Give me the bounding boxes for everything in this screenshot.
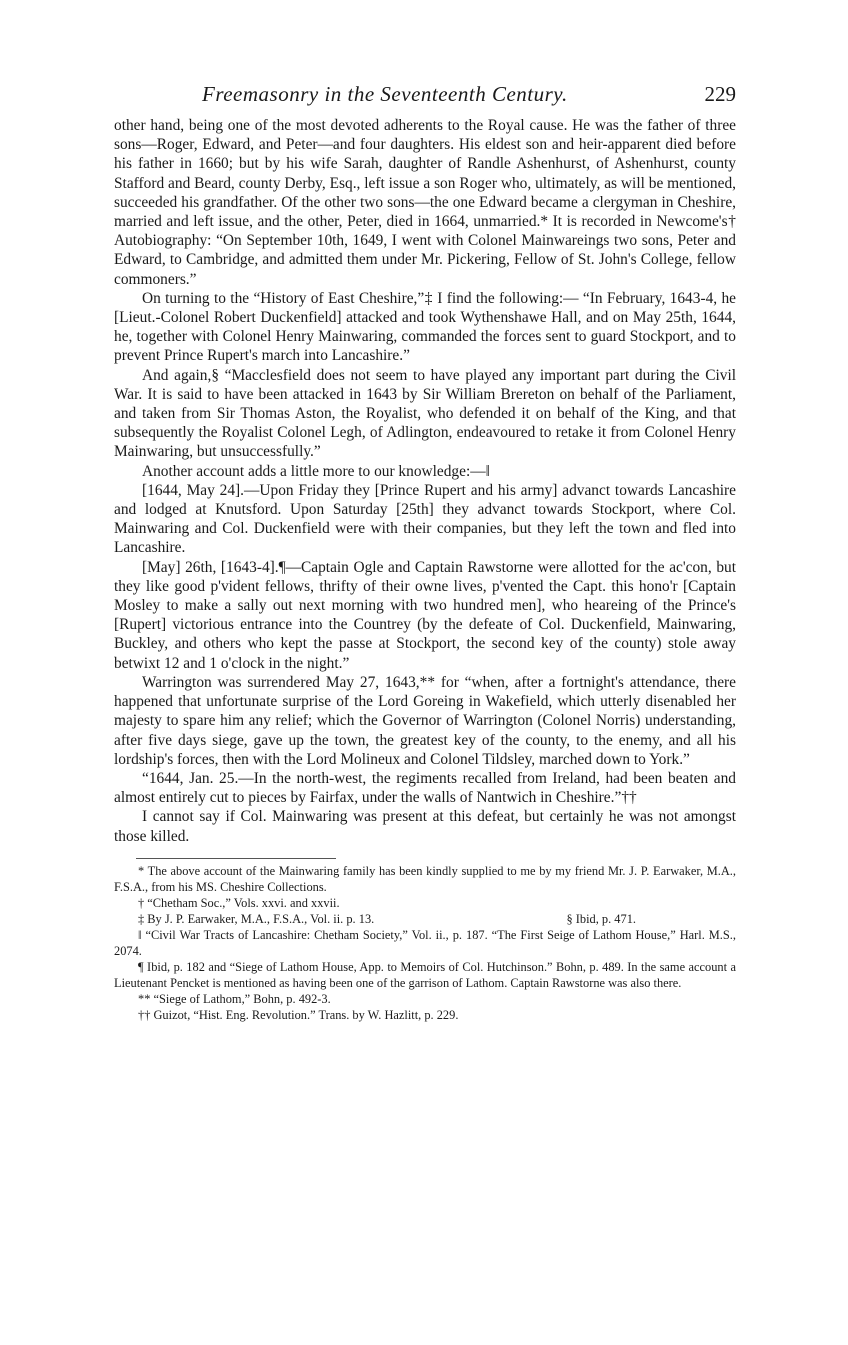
paragraph: And again,§ “Macclesfield does not seem to have played any important part during the Civil War. It is said to have been attacked in 1643 by Sir William Brereton on behalf of the Parliament, and taken from Sir Thomas Aston, the Royalist, who defended it on behalf of the King, and that subsequently the Royalist Colonel Legh, of Adlington, endeavoured to retake it from Colonel Henry Mainwaring, but unsuccessfully.” xyxy=(114,366,736,461)
footnote: * The above account of the Mainwaring family has been kindly supplied to me by my friend Mr. J. P. Earwaker, M.A., F.S.A., from his MS. Cheshire Collections. xyxy=(114,863,736,894)
footnote: †† Guizot, “Hist. Eng. Revolution.” Trans. by W. Hazlitt, p. 229. xyxy=(138,1007,459,1022)
page-number: 229 xyxy=(704,82,736,106)
footnote-rule xyxy=(136,858,336,859)
paragraph: Warrington was surrendered May 27, 1643,** for “when, after a fortnight's attendance, there happened that unfortunate surprise of the Lord Goreing in Wakefield, which utterly disenabled her majesty to spare him any relief; which the Governor of Warrington (Colonel Norris) understanding, after five days siege, gave up the town, the greatest key of the county, to the enemy, and all his lordship's forces, then with the Lord Molineux and Colonel Tildsley, marched down to York.” xyxy=(114,673,736,768)
paragraph: [1644, May 24].—Upon Friday they [Prince Rupert and his army] advanct towards Lancashire and lodged at Knutsford. Upon Saturday [25th] they advanct towards Stockport, where Col. Mainwaring and Col. Duckenfield were with their companies, but they left the town and fled into Lancashire. xyxy=(114,481,736,557)
footnote-pair xyxy=(114,911,736,927)
footnote: ** “Siege of Lathom,” Bohn, p. 492-3. xyxy=(138,991,331,1006)
book-page xyxy=(114,82,736,1023)
paragraph: On turning to the “History of East Cheshire,”‡ I find the following:— “In February, 1643-4, he [Lieut.-Colonel Robert Duckenfield] attacked and took Wythenshawe Hall, and on May 25th, 1644, he, together with Colonel Henry Mainwaring, commanded the forces sent to guard Stockport, and to prevent Prince Rupert's march into Lancashire.” xyxy=(114,289,736,365)
running-head xyxy=(114,82,736,116)
body-text xyxy=(114,116,736,846)
footnote: ‖ “Civil War Tracts of Lancashire: Chetham Society,” Vol. ii., p. 187. “The First Seige of Lathom House,” Harl. M.S., 2074. xyxy=(114,927,736,958)
paragraph: “1644, Jan. 25.—In the north-west, the regiments recalled from Ireland, had been beaten and almost entirely cut to pieces by Fairfax, under the walls of Nantwich in Cheshire.”†† xyxy=(114,769,736,807)
paragraph: I cannot say if Col. Mainwaring was present at this defeat, but certainly he was not amongst those killed. xyxy=(114,808,736,845)
paragraph: other hand, being one of the most devoted adherents to the Royal cause. He was the father of three sons—Roger, Edward, and Peter—and four daughters. His eldest son and heir-apparent died before his father in 1660; but by his wife Sarah, daughter of Randle Ashenhurst, of Ashenhurst, county Stafford and Beard, county Derby, Esq., left issue a son Roger who, ultimately, as will be mentioned, succeeded his grandfather. Of the other two sons—the one Edward became a clergyman in Cheshire, married and left issue, and the other, Peter, died in 1664, unmarried.* It is recorded in Newcome's† Autobiography: “On September 10th, 1649, I went with Colonel Mainwareings two sons, Peter and Edward, to Cambridge, and admitted them under Mr. Pickering, Fellow of St. John's College, fellow commoners.” xyxy=(114,117,736,288)
footnote: † “Chetham Soc.,” Vols. xxvi. and xxvii. xyxy=(138,895,340,910)
footnotes xyxy=(114,863,736,1023)
footnote: ¶ Ibid, p. 182 and “Siege of Lathom House, App. to Memoirs of Col. Hutchinson.” Bohn, p. 489. In the same account a Lieutenant Pencket is mentioned as having been one of the garrison of Lathom. Captain Rawstorne was also there. xyxy=(114,959,736,990)
paragraph: [May] 26th, [1643-4].¶—Captain Ogle and Captain Rawstorne were allotted for the ac'con, but they like good p'vident fellows, thrifty of their owne lives, p'vented the Capt. this hono'r [Captain Mosley to make a sally out next morning with two hundred men], who heareing of the Prince's [Rupert] victorious entrance into the Countrey (by the defeate of Col. Duckenfield, Mainwaring, Buckley, and others who kept the passe at Stockport, the second key of the county) stole away betwixt 12 and 1 o'clock in the night.” xyxy=(114,558,736,672)
paragraph: Another account adds a little more to our knowledge:—‖ xyxy=(142,462,490,480)
running-title: Freemasonry in the Seventeenth Century. xyxy=(202,82,568,106)
footnote: ‡ By J. P. Earwaker, M.A., F.S.A., Vol. ii. p. 13. xyxy=(138,911,375,926)
footnote: § Ibid, p. 471. xyxy=(566,911,636,926)
